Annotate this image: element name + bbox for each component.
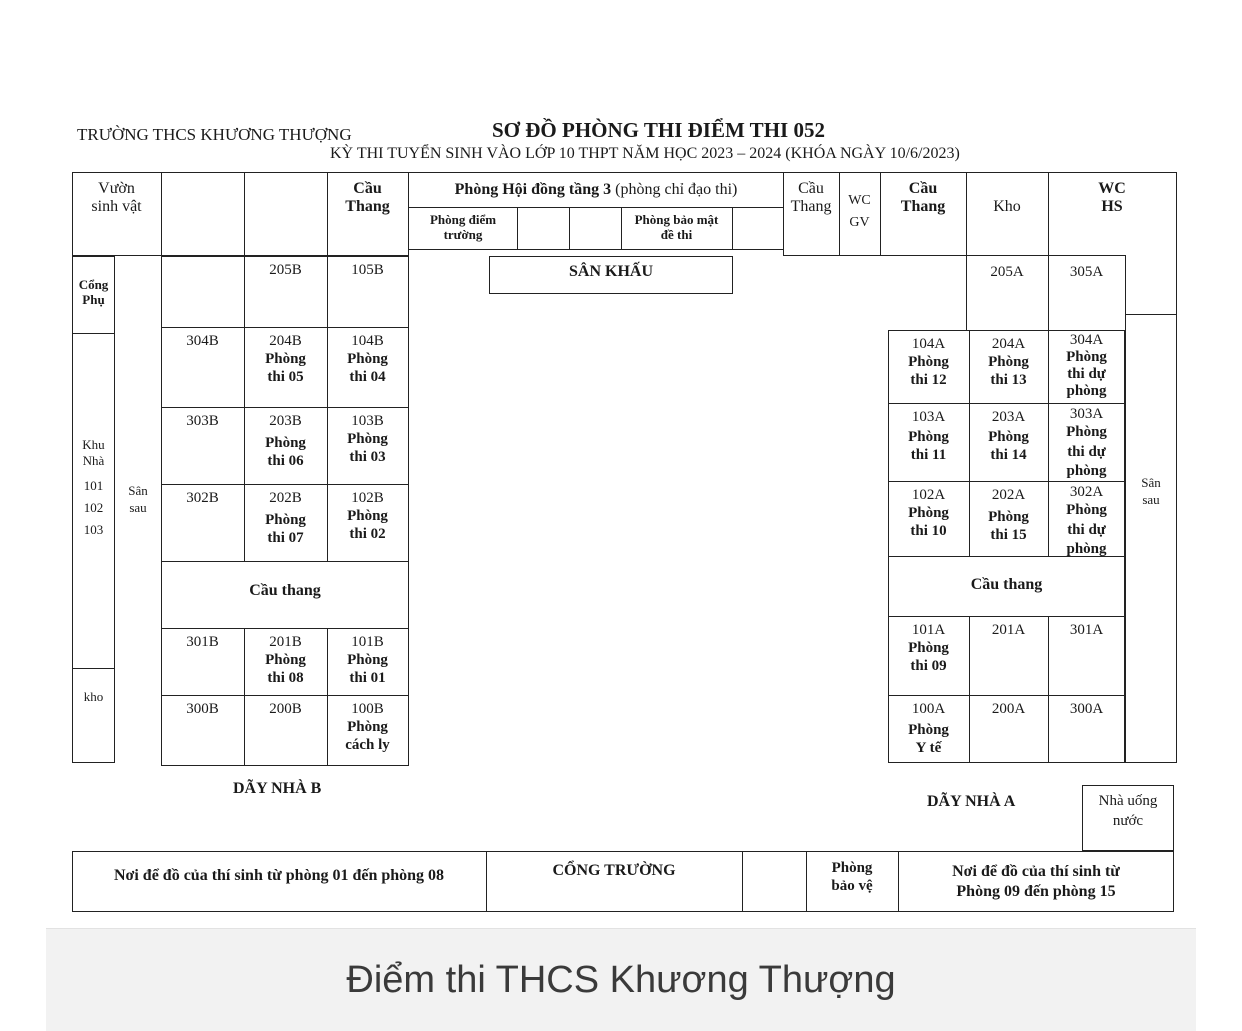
room-301a: 301A <box>1069 622 1104 638</box>
teacher-wc: WC GV <box>848 193 871 230</box>
room-303a: 303A Phòng thi dự phòng <box>1066 406 1107 479</box>
room-205a: 205A <box>990 264 1024 280</box>
stairs-b: Cầu thang <box>249 582 321 599</box>
map-title: SƠ ĐỒ PHÒNG THI ĐIỂM THI 052 <box>492 118 825 142</box>
room-301b: 301B <box>186 634 219 650</box>
building-101-103: Khu Nhà 101 102 103 <box>82 437 105 537</box>
room-304a: 304A Phòng thi dự phòng <box>1066 332 1107 400</box>
room-203a: 203A Phòng thi 14 <box>988 409 1029 463</box>
room-204a: 204A Phòng thi 13 <box>988 336 1029 388</box>
room-104b: 104B Phòng thi 04 <box>347 333 388 385</box>
backyard-right <box>1125 314 1177 763</box>
storage-rooms-09-15: Nơi để đồ của thí sinh từ Phòng 09 đến phòng 15 <box>952 863 1120 900</box>
student-wc: WC HS <box>1098 180 1126 215</box>
room-203b: 203B Phòng thi 06 <box>265 413 306 469</box>
room-201a: 201A <box>991 622 1026 638</box>
water-house-label: Nhà uống nước <box>1098 793 1158 829</box>
guard-room: Phòng bảo vệ <box>831 860 873 894</box>
stairs-a-top: Cầu Thang <box>900 180 946 215</box>
room-104a: 104A Phòng thi 12 <box>908 336 949 388</box>
building-a-label: DÃY NHÀ A <box>927 793 1016 810</box>
secure-exam-room: Phòng bảo mật đề thi <box>634 212 719 242</box>
room-101b: 101B Phòng thi 01 <box>347 634 388 686</box>
room-101a: 101A Phòng thi 09 <box>908 622 949 674</box>
room-105b: 105B <box>351 262 384 278</box>
image-caption: Điểm thi THCS Khương Thượng <box>346 958 896 1001</box>
building-b-label: DÃY NHÀ B <box>233 780 322 797</box>
room-302b: 302B <box>186 490 219 506</box>
room-200a: 200A <box>991 701 1026 717</box>
room-200b: 200B <box>269 701 302 717</box>
map-subtitle: KỲ THI TUYỂN SINH VÀO LỚP 10 THPT NĂM HỌC 2023 – 2024 (KHÓA NGÀY 10/6/2023) <box>330 145 960 162</box>
backyard-left: Sân sau <box>128 483 148 515</box>
room-205b: 205B <box>269 262 302 278</box>
storage-top: Kho <box>993 198 1021 215</box>
main-gate: CỔNG TRƯỜNG <box>552 862 676 879</box>
principal-room: Phòng điểm trường <box>429 212 497 242</box>
room-100a: 100A Phòng Y tế <box>908 701 949 756</box>
stairs-b-top: Cầu Thang <box>345 180 390 215</box>
room-204b: 204B Phòng thi 05 <box>265 333 306 385</box>
council-room: Phòng Hội đồng tầng 3 (phòng chỉ đạo thi) <box>454 181 738 198</box>
school-name: TRƯỜNG THCS KHƯƠNG THƯỢNG <box>77 125 352 144</box>
room-102b: 102B Phòng thi 02 <box>347 490 388 542</box>
backyard-right-label: Sân sau <box>1141 475 1161 507</box>
room-103a: 103A Phòng thi 11 <box>908 409 949 463</box>
room-100b: 100B Phòng cách ly <box>345 701 390 753</box>
stage-label: SÂN KHẤU <box>568 263 653 280</box>
garden-label: Vườn sinh vật <box>91 180 142 215</box>
room-303b: 303B <box>186 413 219 429</box>
room-202a: 202A Phòng thi 15 <box>988 487 1029 543</box>
side-gate: Cổng Phụ <box>78 277 109 307</box>
room-305a: 305A <box>1069 264 1104 280</box>
room-202b: 202B Phòng thi 07 <box>265 490 306 546</box>
storage-rooms-01-08: Nơi để đồ của thí sinh từ phòng 01 đến phòng 08 <box>113 867 445 884</box>
stairs-middle: Cầu Thang <box>790 180 832 215</box>
stairs-a: Cầu thang <box>970 576 1043 593</box>
room-103b: 103B Phòng thi 03 <box>347 413 388 465</box>
room-300a: 300A <box>1069 701 1104 717</box>
room-201b: 201B Phòng thi 08 <box>265 634 306 686</box>
room-302a: 302A Phòng thi dự phòng <box>1066 484 1107 557</box>
room-304b: 304B <box>186 333 219 349</box>
left-storage: kho <box>83 689 104 704</box>
room-102a: 102A Phòng thi 10 <box>908 487 949 539</box>
caption-bar <box>46 928 1196 1031</box>
room-300b: 300B <box>186 701 219 717</box>
